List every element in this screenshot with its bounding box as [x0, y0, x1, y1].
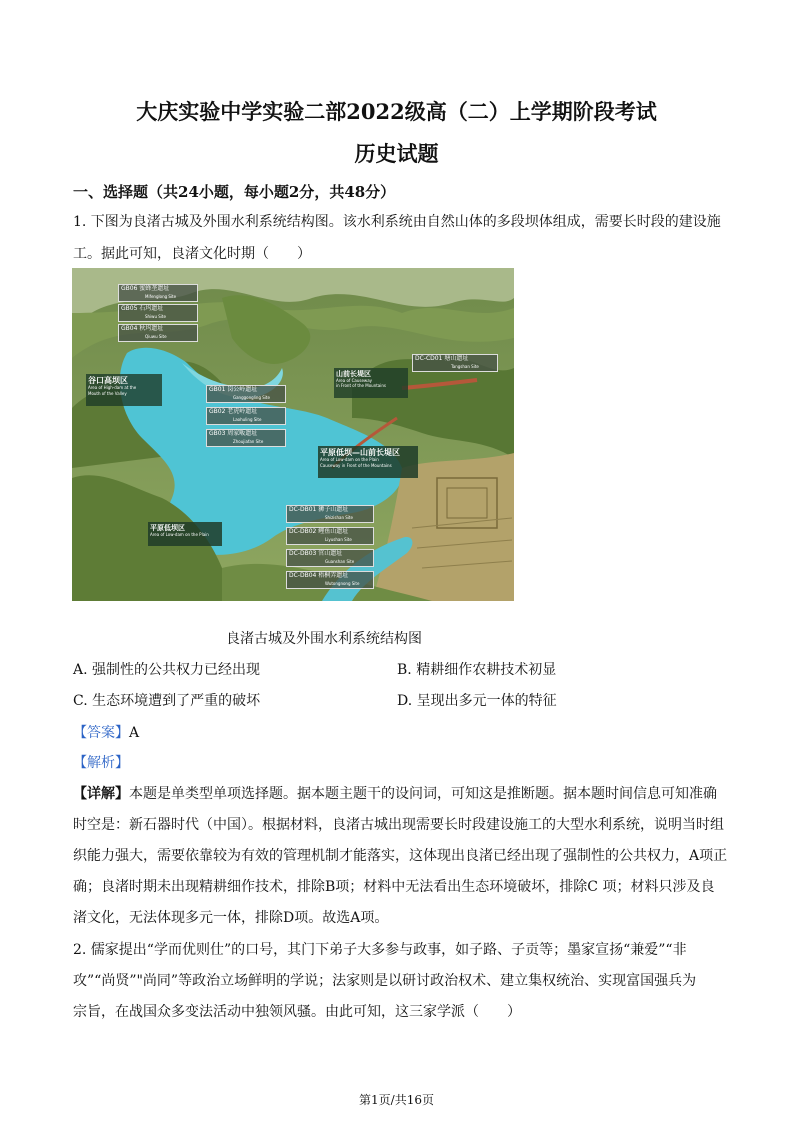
label-gb03: GB03 周家畈遗址	[209, 430, 258, 437]
label-db03: DC-DB03 官山遗址	[289, 550, 343, 557]
label-gb04: GB04 秋坞遗址	[121, 325, 164, 332]
label-valley-en1: Area of High-dam at the	[88, 385, 137, 390]
analysis-tag: 【解析】	[73, 755, 129, 771]
label-db02: DC-DB02 鲤鱼山遗址	[289, 528, 349, 535]
q1-detail-line1	[73, 783, 717, 803]
label-gb01-en: Ganggongling Site	[233, 395, 270, 400]
subject-title: 历史试题	[354, 141, 439, 166]
label-db03-en: Guanshan Site	[325, 559, 355, 564]
q1-detail-line2: 时空是：新石器时代（中国）。根据材料，良渚古城出现需要长时段建设施工的大型水利系统，说明当时组	[73, 817, 724, 833]
answer-tag: 【答案】	[73, 725, 129, 741]
label-mountain-en2: in Front of the Mountains	[336, 383, 386, 388]
q1-analysis	[73, 752, 129, 772]
detail-tag: 【详解】	[73, 786, 129, 802]
label-lowdam-en: Area of Low-dam on the Plain	[150, 532, 209, 537]
q1-option-b: B. 精耕细作农耕技术初显	[397, 662, 557, 678]
q1-option-c: C. 生态环境遭到了严重的破坏	[73, 693, 261, 709]
label-dccd01: DC-CD01 塘山遗址	[415, 355, 469, 362]
q1-detail-line3: 织能力强大，需要依靠较为有效的管理机制才能落实，这体现出良渚已经出现了强制性的公共权力，A项正	[73, 848, 728, 864]
exam-title: 大庆实验中学实验二部2022级高（二）上学期阶段考试	[136, 99, 657, 124]
label-gb03-en: Zhoujiafan Site	[233, 439, 264, 444]
label-gb01: GB01 岗公岭遗址	[209, 386, 258, 393]
section-heading: 一、选择题（共24小题，每小题2分，共48分）	[73, 183, 396, 201]
label-plain-en1: Area of Low-dam on the Plain	[320, 457, 379, 462]
label-db01-en: Shizishan Site	[325, 515, 353, 520]
detail-text-1: 本题是单类型单项选择题。据本题主题干的设问词，可知这是推断题。据本题时间信息可知准确	[129, 786, 717, 802]
label-dccd01-en: Tangshan Site	[451, 364, 479, 369]
label-valley-en2: Mouth of the Valley	[88, 391, 127, 396]
q2-line2: 攻”“尚贤”"尚同”等政治立场鲜明的学说；法家则是以研讨政治权术、建立集权统治、实现富国强兵为	[73, 973, 697, 989]
figure-caption: 良渚古城及外围水利系统结构图	[226, 631, 422, 647]
label-gb06: GB06 蜜蜂垄遗址	[121, 285, 170, 292]
label-gb02: GB02 老虎岭遗址	[209, 408, 258, 415]
label-lowdam-area: 平原低坝区	[150, 524, 185, 532]
q1-answer	[73, 722, 139, 742]
label-valley-area: 谷口高坝区	[88, 376, 128, 385]
label-plain-area: 平原低坝—山前长堤区	[320, 448, 400, 457]
q1-detail-line4: 确；良渚时期未出现精耕细作技术，排除B项；材料中无法看出生态环境破坏，排除C 项；材料只涉及良	[73, 879, 715, 895]
q2-line3: 宗旨，在战国众多变法活动中独领风骚。由此可知，这三家学派（ ）	[73, 1004, 521, 1020]
label-mountain-area: 山前长堤区	[336, 370, 371, 378]
label-db01: DC-DB01 狮子山遗址	[289, 506, 349, 513]
q1-option-a: A. 强制性的公共权力已经出现	[73, 662, 261, 678]
page-number: 第1页/共16页	[359, 1093, 434, 1107]
label-gb06-en: Mifenglong Site	[145, 294, 177, 299]
label-db02-en: Liyushan Site	[325, 537, 352, 542]
answer-value: A	[129, 725, 140, 741]
q1-stem-line2: 工。据此可知，良渚文化时期（ ）	[73, 246, 311, 262]
q1-stem-line1: 1. 下图为良渚古城及外围水利系统结构图。该水利系统由自然山体的多段坝体组成，需要长时段的建设施	[73, 214, 721, 230]
label-gb02-en: Laohuling Site	[233, 417, 262, 422]
label-db04-en: Wutongnong Site	[325, 581, 360, 586]
q1-option-d: D. 呈现出多元一体的特征	[397, 693, 557, 709]
label-gb05-en: Shiwu Site	[145, 314, 166, 319]
liangzhu-map-figure	[72, 268, 514, 601]
q2-line1: 2. 儒家提出“学而优则仕”的口号，其门下弟子大多参与政事，如子路、子贡等；墨家宣扬“兼爱”“非	[73, 942, 687, 958]
label-db04: DC-DB04 梧桐弄遗址	[289, 572, 349, 579]
label-gb05: GB05 石坞遗址	[121, 305, 164, 312]
label-mountain-en1: Area of Causeway	[336, 378, 373, 383]
label-plain-en2: Causeway in Front of the Mountains	[320, 463, 392, 468]
label-gb04-en: Qiuwu Site	[145, 334, 167, 339]
q1-detail-line5: 渚文化，无法体现多元一体，排除D项。故选A项。	[73, 910, 389, 926]
